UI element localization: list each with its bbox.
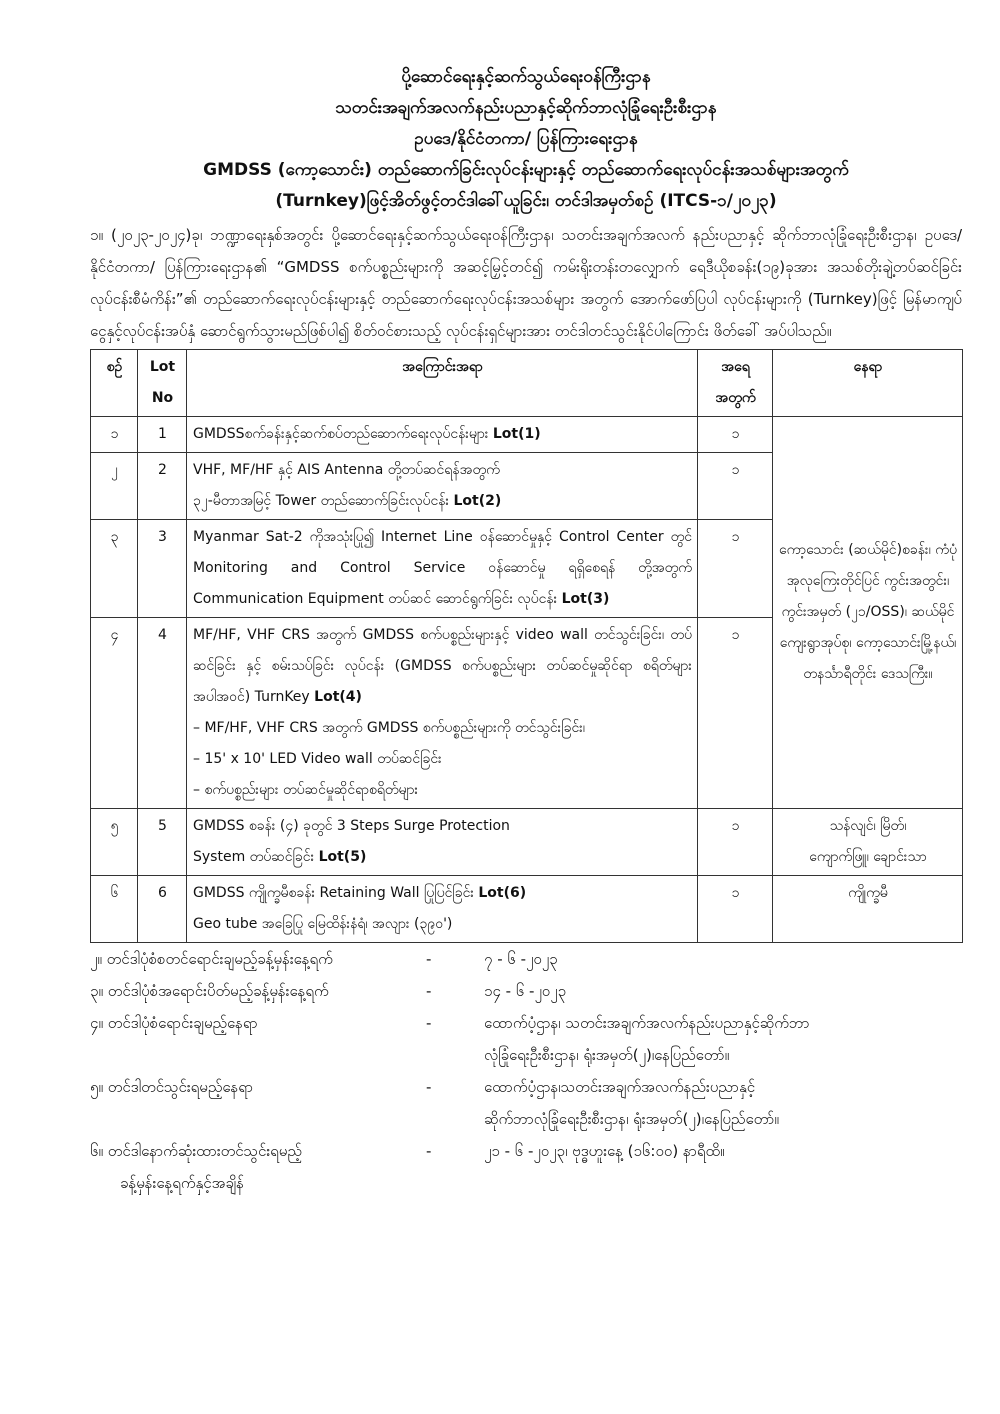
col-header-lot: Lot No bbox=[138, 350, 187, 417]
detail-value: ထောက်ပံ့ဌာန၊သတင်းအချက်အလက်နည်းပညာနှင့် ဆိုက်ဘာလုံခြုံရေးဦးစီးဌာန၊ ရုံးအမှတ်(၂)၊နေပြည်တော်။ bbox=[484, 1078, 779, 1128]
sub-item: – 15' x 10' LED Video wall တပ်ဆင်ခြင်း bbox=[193, 751, 442, 767]
lot-location: ကျိုက္ခမီ bbox=[773, 876, 963, 943]
merged-location-cell: ကော့သောင်း (ဆယ်မိုင်)စခန်း၊ ကံပုံအုလုကြေးတိုင်ပြင် ကွင်းအတွင်း၊ ကွင်းအမှတ် (၂၁/OSS)၊ ဆယ်မိုင်ကျေးရွာအုပ်စု၊ ကော့သောင်းမြို့နယ်၊ တနင်္သာရီတိုင်း ဒေသကြီး။ bbox=[773, 417, 963, 809]
ministry-title: ပို့ဆောင်ရေးနှင့်ဆက်သွယ်ရေးဝန်ကြီးဌာန bbox=[401, 67, 651, 87]
detail-label: ၄။ တင်ဒါပုံစံရောင်းချမည့်နေရာ bbox=[90, 1014, 258, 1032]
lot-description: GMDSS စခန်း (၄) ခုတွင် 3 Steps Surge Protection System တပ်ဆင်ခြင်း Lot(5) bbox=[187, 809, 698, 876]
lot-quantity: ၁ bbox=[698, 520, 773, 618]
detail-label: ၆။ တင်ဒါနောက်ဆုံးထားတင်သွင်းရမည့် ခန့်မှန်းနေ့ရက်နှင့်အချိန် bbox=[90, 1142, 302, 1192]
table-header-row bbox=[91, 350, 963, 417]
lot-quantity: ၁ bbox=[698, 618, 773, 809]
row-number: ၄ bbox=[91, 618, 138, 809]
detail-label: ၃။ တင်ဒါပုံစံအရောင်းပိတ်မည့်ခန့်မှန်းနေ့ရက် bbox=[90, 982, 329, 1000]
col-header-quantity: အရေ အတွက် bbox=[698, 350, 773, 417]
lot-quantity: ၁ bbox=[698, 453, 773, 520]
detail-value: ၂၁ - ၆ -၂၀၂၃၊ ဗုဒ္ဓဟူးနေ့ (၁၆:၀၀) နာရီထိ။ bbox=[484, 1142, 725, 1160]
detail-label: ၂။ တင်ဒါပုံစံစတင်ရောင်းချမည့်ခန့်မှန်းနေ့ရက် bbox=[90, 950, 333, 968]
division-title: ဥပဒေ/နိုင်ငံတကာ/ ပြန်ကြားရေးဌာန bbox=[414, 129, 638, 149]
col-header-no: စဉ် bbox=[91, 350, 138, 417]
table-row bbox=[91, 876, 963, 943]
lot-number: 4 bbox=[138, 618, 187, 809]
lot-description: GMDSSစက်ခန်းနှင့်ဆက်စပ်တည်ဆောက်ရေးလုပ်ငန်းများ Lot(1) bbox=[187, 417, 698, 453]
row-number: ၃ bbox=[91, 520, 138, 618]
lot-description: Myanmar Sat-2 ကိုအသုံးပြု၍ Internet Line ဝန်ဆောင်မှုနှင့် Control Center တွင် Monitoring and Control Service ဝန်ဆောင်မှု ရရှိစေရန် တို့အတွက် Communication Equipment တပ်ဆင် ဆောင်ရွက်ခြင်း လုပ်ငန်း Lot(3) bbox=[187, 520, 698, 618]
intro-paragraph: ၁။ (၂၀၂၃-၂၀၂၄)ခု၊ ဘဏ္ဍာရေးနှစ်အတွင်း ပို့ဆောင်ရေးနှင့်ဆက်သွယ်ရေးဝန်ကြီးဌာန၊ သတင်းအချက်အလက် နည်းပညာနှင့် ဆိုက်ဘာလုံခြုံရေးဦးစီးဌာန၊ ဥပဒေ/နိုင်ငံတကာ/ ပြန်ကြားရေးဌာန၏ “GMDSS စက်ပစ္စည်းများကို အဆင့်မြှင့်တင်၍ ကမ်းရိုးတန်းတလျှောက် ရေဒီယိုစခန်း(၁၉)ခုအား အသစ်တိုးချဲ့တပ်ဆင်ခြင်းလုပ်ငန်းစီမံကိန်း”၏ တည်ဆောက်ရေးလုပ်ငန်းများနှင့် တည်ဆောက်ရေးလုပ်ငန်းအသစ်များ အတွက် အောက်ဖော်ပြပါ လုပ်ငန်းများကို (Turnkey)ဖြင့် မြန်မာကျပ်ငွေနှင့်လုပ်ငန်းအပ်နှံ ဆောင်ရွက်သွားမည်ဖြစ်ပါ၍ စိတ်ဝင်စားသည့် လုပ်ငန်းရှင်များအား တင်ဒါတင်သွင်းနိုင်ပါကြောင်း ဖိတ်ခေါ် အပ်ပါသည်။ bbox=[90, 226, 962, 340]
lot-description: MF/HF, VHF CRS အတွက် GMDSS စက်ပစ္စည်းများနှင့် video wall တင်သွင်းခြင်း၊ တပ်ဆင်ခြင်း နှင့် စမ်းသပ်ခြင်း လုပ်ငန်း (GMDSS စက်ပစ္စည်းများ တပ်ဆင်မှုဆိုင်ရာ စရိတ်များ အပါအဝင်) TurnKey Lot(4) – MF/HF, VHF CRS အတွက် GMDSS စက်ပစ္စည်းများကို တင်သွင်းခြင်း၊ – 15' x 10' LED Video wall တပ်ဆင်ခြင်း – စက်ပစ္စည်းများ တပ်ဆင်မှုဆိုင်ရာစရိတ်များ bbox=[187, 618, 698, 809]
lot-number: 5 bbox=[138, 809, 187, 876]
detail-row: ၃။ တင်ဒါပုံစံအရောင်းပိတ်မည့်ခန့်မှန်းနေ့ရက် - ၁၄ - ၆ -၂၀၂၃ bbox=[90, 975, 962, 1007]
tender-title: GMDSS (ကော့သောင်း) တည်ဆောက်ခြင်းလုပ်ငန်းများနှင့် တည်ဆောက်ရေးလုပ်ငန်းအသစ်များအတွက် bbox=[203, 160, 849, 180]
tender-number: (Turnkey)ဖြင့်အိတ်ဖွင့်တင်ဒါခေါ်ယူခြင်း၊ တင်ဒါအမှတ်စဉ် (ITCS-၁/၂၀၂၃) bbox=[275, 191, 777, 211]
detail-value: ထောက်ပံ့ဌာန၊ သတင်းအချက်အလက်နည်းပညာနှင့်ဆိုက်ဘာ လုံခြုံရေးဦးစီးဌာန၊ ရုံးအမှတ်(၂)၊နေပြည်တော်။ bbox=[484, 1014, 810, 1064]
lot-location: သန်လျင်၊ မြိတ်၊ ကျောက်ဖြူ၊ ချောင်းသာ bbox=[773, 809, 963, 876]
lot-description: GMDSS ကျိုက္ခမီစခန်း Retaining Wall ပြုပြင်ခြင်း Lot(6) Geo tube အခြေပြု မြေထိန်းနံရံ၊ အလျား (၃၉၀') bbox=[187, 876, 698, 943]
lots-table bbox=[90, 349, 963, 943]
row-number: ၆ bbox=[91, 876, 138, 943]
col-header-description: အကြောင်းအရာ bbox=[187, 350, 698, 417]
lot-number: 3 bbox=[138, 520, 187, 618]
detail-row: ၂။ တင်ဒါပုံစံစတင်ရောင်းချမည့်ခန့်မှန်းနေ့ရက် - ၇ - ၆ -၂၀၂၃ bbox=[90, 943, 962, 975]
department-title: သတင်းအချက်အလက်နည်းပညာနှင့်ဆိုက်ဘာလုံခြုံရေးဦးစီးဌာန bbox=[335, 98, 717, 118]
detail-value: ၇ - ၆ -၂၀၂၃ bbox=[484, 950, 558, 968]
sub-item: – စက်ပစ္စည်းများ တပ်ဆင်မှုဆိုင်ရာစရိတ်များ bbox=[193, 782, 419, 798]
lot-number: 1 bbox=[138, 417, 187, 453]
sub-item: – MF/HF, VHF CRS အတွက် GMDSS စက်ပစ္စည်းများကို တင်သွင်းခြင်း၊ bbox=[193, 720, 585, 736]
detail-label: ၅။ တင်ဒါတင်သွင်းရမည့်နေရာ bbox=[90, 1078, 254, 1096]
table-row bbox=[91, 417, 963, 453]
col-header-location: နေရာ bbox=[773, 350, 963, 417]
row-number: ၅ bbox=[91, 809, 138, 876]
lot-number: 6 bbox=[138, 876, 187, 943]
notice-header bbox=[90, 62, 962, 217]
detail-value: ၁၄ - ၆ -၂၀၂၃ bbox=[484, 982, 567, 1000]
row-number: ၁ bbox=[91, 417, 138, 453]
lot-number: 2 bbox=[138, 453, 187, 520]
detail-row: ၅။ တင်ဒါတင်သွင်းရမည့်နေရာ - ထောက်ပံ့ဌာန၊သတင်းအချက်အလက်နည်းပညာနှင့် ဆိုက်ဘာလုံခြုံရေးဦးစီးဌာန၊ ရုံးအမှတ်(၂)၊နေပြည်တော်။ bbox=[90, 1071, 962, 1135]
lot-quantity: ၁ bbox=[698, 876, 773, 943]
detail-row: ၄။ တင်ဒါပုံစံရောင်းချမည့်နေရာ - ထောက်ပံ့ဌာန၊ သတင်းအချက်အလက်နည်းပညာနှင့်ဆိုက်ဘာ လုံခြုံရေးဦးစီးဌာန၊ ရုံးအမှတ်(၂)၊နေပြည်တော်။ bbox=[90, 1007, 962, 1071]
detail-row: ၆။ တင်ဒါနောက်ဆုံးထားတင်သွင်းရမည့် ခန့်မှန်းနေ့ရက်နှင့်အချိန် - ၂၁ - ၆ -၂၀၂၃၊ ဗုဒ္ဓဟူးနေ့ (၁၆:၀၀) နာရီထိ။ bbox=[90, 1135, 962, 1199]
lot-quantity: ၁ bbox=[698, 417, 773, 453]
tender-details bbox=[90, 943, 962, 1199]
table-row bbox=[91, 809, 963, 876]
row-number: ၂ bbox=[91, 453, 138, 520]
lot-description: VHF, MF/HF နှင့် AIS Antenna တို့တပ်ဆင်ရန်အတွက် ၃၂-မီတာအမြင့် Tower တည်ဆောက်ခြင်းလုပ်ငန်း Lot(2) bbox=[187, 453, 698, 520]
lot-quantity: ၁ bbox=[698, 809, 773, 876]
notice-page bbox=[90, 62, 962, 1199]
